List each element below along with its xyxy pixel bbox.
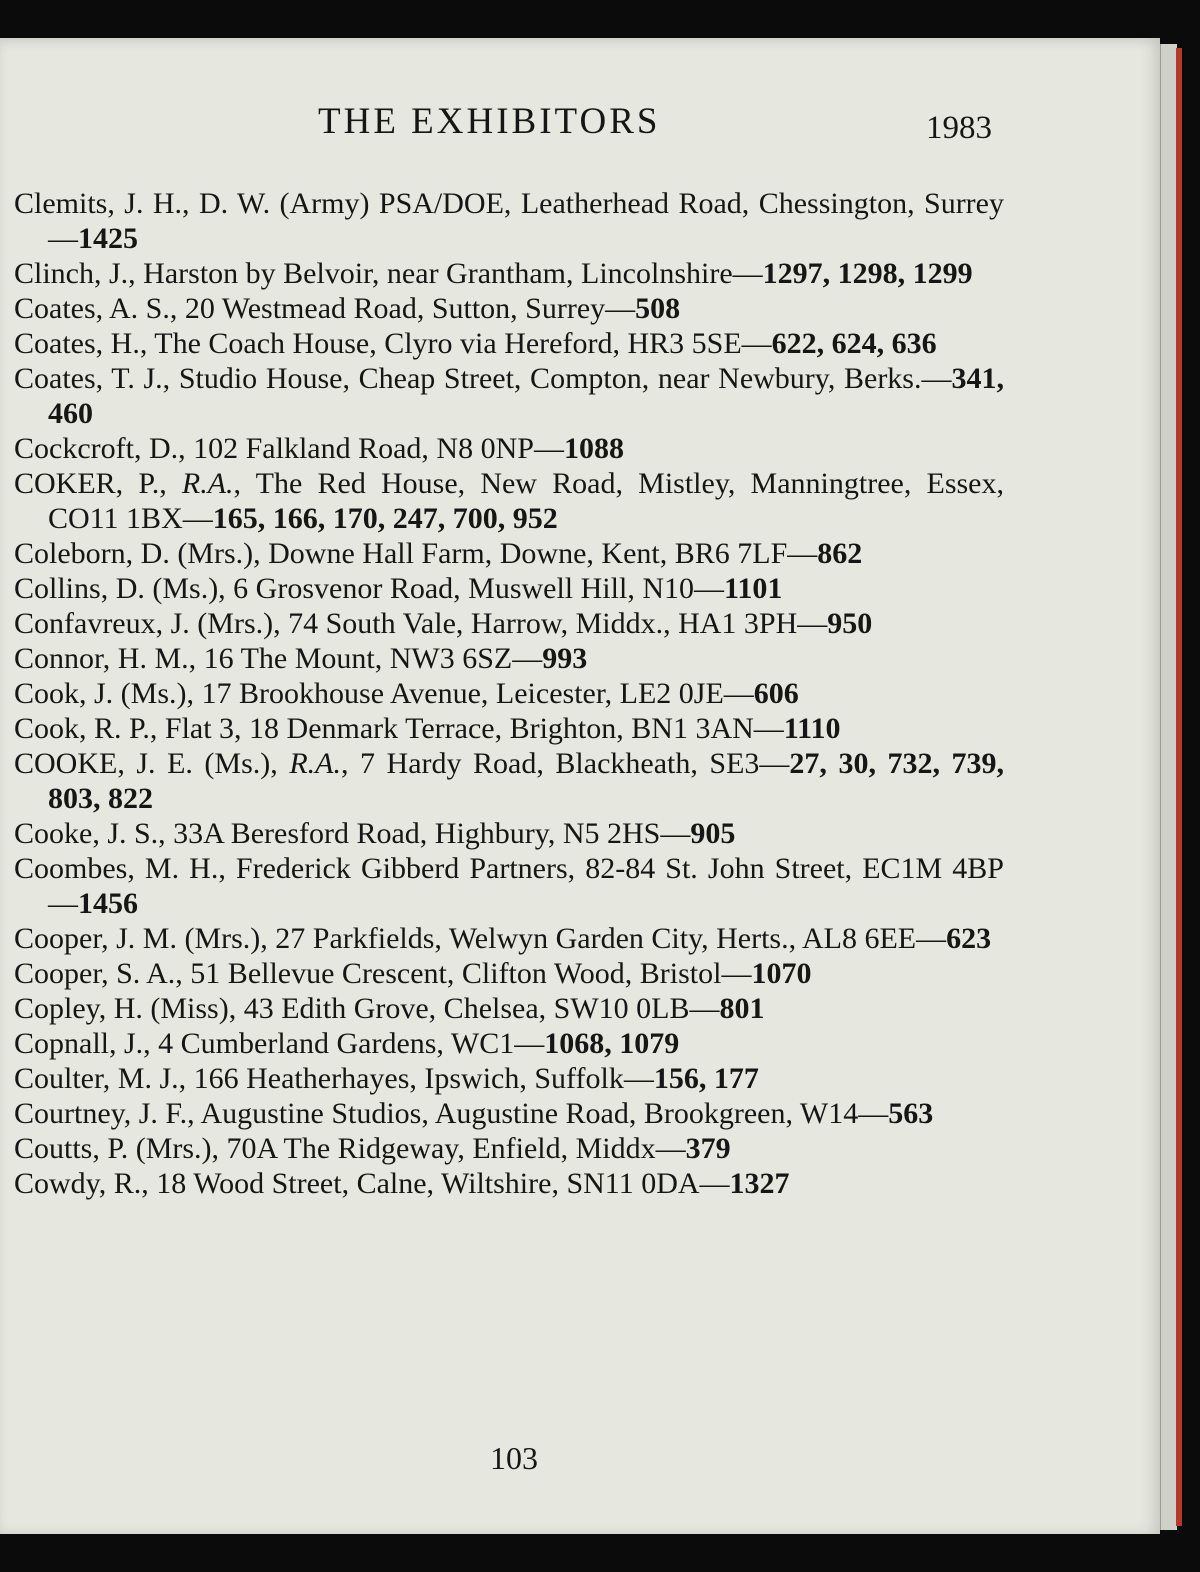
exhibitor-entry [14, 326, 1004, 361]
exhibitor-name: Courtney, J. F., Augustine Studios, Augustine Road, Brookgreen, W14— [14, 1097, 889, 1130]
exhibitor-entry [14, 256, 1004, 291]
exhibitor-name: Coulter, M. J., 166 Heatherhayes, Ipswich, Suffolk— [14, 1062, 654, 1095]
exhibitor-entry [14, 956, 1004, 991]
catalogue-numbers: 1297, 1298, 1299 [762, 257, 973, 290]
exhibitor-entry [14, 851, 1004, 921]
exhibitor-name: Coleborn, D. (Mrs.), Downe Hall Farm, Downe, Kent, BR6 7LF— [14, 537, 818, 570]
catalogue-numbers: 27, 30, 732, 739, 803, 822 [48, 747, 1005, 815]
exhibitor-name: Cooke, J. S., 33A Beresford Road, Highbury, N5 2HS— [14, 817, 691, 850]
catalogue-numbers: 993 [542, 642, 588, 675]
catalogue-numbers: 379 [685, 1132, 731, 1165]
exhibitor-title: R.A. [289, 747, 341, 780]
exhibitor-entry [14, 571, 1004, 606]
catalogue-numbers: 1088 [563, 432, 624, 465]
exhibitor-name: Copnall, J., 4 Cumberland Gardens, WC1— [14, 1027, 545, 1060]
exhibitor-entry [14, 1166, 1004, 1201]
exhibitor-name: Coates, A. S., 20 Westmead Road, Sutton, Surrey— [14, 292, 636, 325]
catalogue-numbers: 1456 [78, 887, 138, 920]
exhibitor-entry [14, 431, 1004, 466]
catalogue-numbers: 862 [817, 537, 863, 570]
exhibitor-entry [14, 291, 1004, 326]
exhibitor-entry [14, 676, 1004, 711]
exhibitor-name: Cooper, S. A., 51 Bellevue Crescent, Clifton Wood, Bristol— [14, 957, 752, 990]
catalogue-numbers: 508 [635, 292, 681, 325]
exhibitor-entry [14, 816, 1004, 851]
page-number: 103 [490, 1440, 538, 1476]
exhibitor-name: Coutts, P. (Mrs.), 70A The Ridgeway, Enfield, Middx— [14, 1132, 686, 1165]
exhibitor-name: Copley, H. (Miss), 43 Edith Grove, Chelsea, SW10 0LB— [14, 992, 720, 1025]
exhibitor-entry [14, 186, 1004, 256]
exhibitor-entry [14, 921, 1004, 956]
exhibitor-entry [14, 536, 1004, 571]
exhibitor-list [14, 186, 1004, 1201]
catalogue-numbers: 1070 [751, 957, 812, 990]
catalogue-numbers: 905 [690, 817, 736, 850]
exhibitor-entry [14, 1096, 1004, 1131]
exhibitor-entry [14, 606, 1004, 641]
cover-edge [1176, 48, 1182, 1526]
catalogue-numbers: 623 [946, 922, 992, 955]
catalogue-numbers: 341, 460 [48, 362, 1004, 430]
exhibitor-entry [14, 1026, 1004, 1061]
exhibitor-entry [14, 1061, 1004, 1096]
exhibitor-name: Coates, H., The Coach House, Clyro via Hereford, HR3 5SE— [14, 327, 772, 360]
exhibitor-name: Collins, D. (Ms.), 6 Grosvenor Road, Muswell Hill, N10— [14, 572, 724, 605]
catalogue-numbers: 1068, 1079 [544, 1027, 680, 1060]
exhibitor-name: COOKE, J. E. (Ms.), [14, 747, 290, 780]
catalogue-numbers: 1327 [729, 1167, 790, 1200]
exhibitor-entry [14, 746, 1004, 816]
exhibitor-entry [14, 991, 1004, 1026]
catalogue-numbers: 156, 177 [653, 1062, 759, 1095]
exhibitor-address: , 7 Hardy Road, Blackheath, SE3— [340, 747, 790, 780]
exhibitor-entry [14, 711, 1004, 746]
exhibitor-name: Clinch, J., Harston by Belvoir, near Grantham, Lincolnshire— [14, 257, 763, 290]
catalogue-numbers: 1425 [78, 222, 138, 255]
exhibitor-title: R.A. [181, 467, 234, 500]
page-edge [1160, 44, 1177, 1530]
exhibitor-name: COKER, P., [14, 467, 182, 500]
exhibitor-name: Cook, R. P., Flat 3, 18 Denmark Terrace, Brighton, BN1 3AN— [14, 712, 784, 745]
exhibitor-entry [14, 641, 1004, 676]
exhibitor-name: Coates, T. J., Studio House, Cheap Street, Compton, near Newbury, Berks.— [14, 362, 952, 395]
exhibitor-entry [14, 1131, 1004, 1166]
exhibitor-name: Clemits, J. H., D. W. (Army) PSA/DOE, Leatherhead Road, Chessington, Surrey— [14, 187, 1004, 255]
page-year: 1983 [926, 110, 992, 146]
catalogue-numbers: 801 [719, 992, 765, 1025]
catalogue-numbers: 950 [827, 607, 873, 640]
exhibitor-name: Cockcroft, D., 102 Falkland Road, N8 0NP— [14, 432, 564, 465]
exhibitor-entry [14, 466, 1004, 536]
exhibitor-name: Cooper, J. M. (Mrs.), 27 Parkfields, Welwyn Garden City, Herts., AL8 6EE— [14, 922, 947, 955]
catalogue-numbers: 563 [888, 1097, 934, 1130]
catalogue-numbers: 606 [753, 677, 799, 710]
running-title: THE EXHIBITORS [318, 101, 661, 142]
catalogue-numbers: 622, 624, 636 [771, 327, 937, 360]
exhibitor-name: Cowdy, R., 18 Wood Street, Calne, Wiltshire, SN11 0DA— [14, 1167, 730, 1200]
exhibitor-address: , The Red House, New Road, Mistley, Manningtree, Essex, CO11 1BX— [48, 467, 1004, 535]
exhibitor-name: Cook, J. (Ms.), 17 Brookhouse Avenue, Leicester, LE2 0JE— [14, 677, 754, 710]
exhibitor-entry [14, 361, 1004, 431]
exhibitor-name: Coombes, M. H., Frederick Gibberd Partners, 82-84 St. John Street, EC1M 4BP— [14, 852, 1004, 920]
catalogue-numbers: 165, 166, 170, 247, 700, 952 [212, 502, 558, 535]
catalogue-numbers: 1110 [783, 712, 841, 745]
exhibitor-name: Connor, H. M., 16 The Mount, NW3 6SZ— [14, 642, 543, 675]
catalogue-numbers: 1101 [723, 572, 783, 605]
exhibitor-name: Confavreux, J. (Mrs.), 74 South Vale, Harrow, Middx., HA1 3PH— [14, 607, 828, 640]
